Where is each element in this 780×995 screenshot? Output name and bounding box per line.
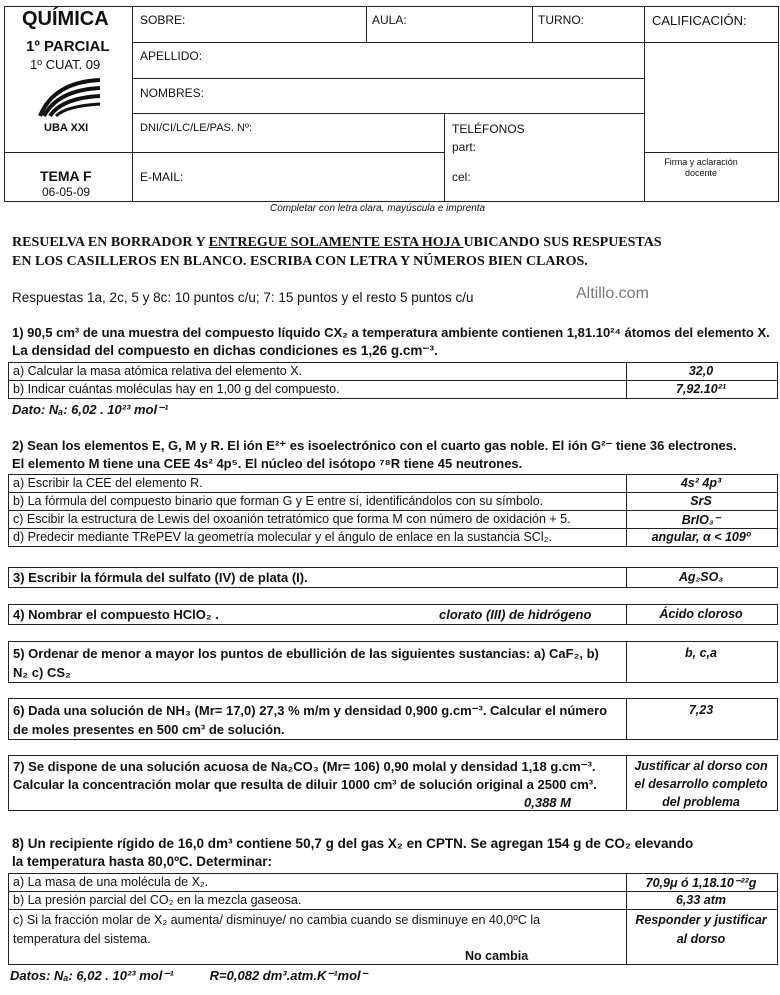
q2-row-c bbox=[8, 510, 778, 529]
cel-field[interactable]: cel: bbox=[452, 170, 471, 184]
q6-row bbox=[8, 698, 778, 740]
q2-b-question: b) La fórmula del compuesto binario que forman G y E entre sí, identificándolos con su símbolo. bbox=[9, 493, 627, 510]
logo-text: UBA XXI bbox=[44, 122, 89, 134]
instr-part-a: RESUELVA EN BORRADOR Y bbox=[12, 235, 209, 250]
q2-row-b bbox=[8, 492, 778, 511]
q8-c-answer bbox=[625, 910, 777, 964]
q1-row-b bbox=[8, 380, 778, 399]
dni-field[interactable]: DNI/CI/LC/LE/PAS. Nº: bbox=[140, 122, 253, 134]
q1-b-answer[interactable]: 7,92.10²¹ bbox=[675, 382, 727, 396]
q7-note-2: el desarrollo completo bbox=[634, 777, 768, 791]
divider bbox=[132, 152, 444, 153]
q7-question bbox=[9, 756, 627, 810]
watermark: Altillo.com bbox=[576, 285, 649, 302]
q5-row bbox=[8, 641, 778, 683]
q8-a-question: a) La masa de una molécula de X₂. bbox=[9, 874, 627, 891]
apellido-field[interactable]: APELLIDO: bbox=[140, 49, 203, 63]
q8-c-note-2: al dorso bbox=[676, 932, 726, 946]
q4-handwritten: clorato (III) de hidrógeno bbox=[439, 607, 592, 622]
q2-d-answer[interactable]: angular, α < 109º bbox=[651, 530, 751, 544]
q8-text-2: la temperatura hasta 80,0ºC. Determinar: bbox=[12, 854, 273, 869]
q8-datos: Datos: Nₐ: 6,02 . 10²³ mol⁻¹ R=0,082 dm³.atm.K⁻¹mol⁻ bbox=[10, 968, 368, 983]
q3-answer[interactable]: Ag₂SO₃ bbox=[678, 570, 724, 584]
divider bbox=[132, 6, 133, 202]
exam-label: 1º PARCIAL bbox=[26, 38, 110, 55]
instructions-line2: EN LOS CASILLEROS EN BLANCO. ESCRIBA CON LETRA Y NÚMEROS BIEN CLAROS. bbox=[12, 254, 588, 269]
q2-a-question: a) Escribir la CEE del elemento R. bbox=[9, 475, 627, 492]
q8-c-text-1: c) Si la fracción molar de X₂ aumenta/ disminuye/ no cambia cuando se disminuye en 40,0ºC la bbox=[13, 913, 541, 927]
divider bbox=[132, 78, 644, 79]
nombres-field[interactable]: NOMBRES: bbox=[140, 86, 205, 100]
q4-text: 4) Nombrar el compuesto HClO₂ . bbox=[13, 607, 219, 622]
date-label: 06-05-09 bbox=[42, 185, 91, 199]
q1-row-a bbox=[8, 362, 778, 381]
q7-note-1: Justificar al dorso con bbox=[634, 759, 768, 773]
divider bbox=[644, 6, 645, 202]
q4-question bbox=[9, 605, 627, 624]
q3-row bbox=[8, 567, 778, 588]
form-note: Completar con letra clara, mayúscula e imprenta bbox=[270, 203, 486, 214]
q7-result: 0,388 M bbox=[524, 795, 571, 810]
q2-b-answer[interactable]: SrS bbox=[690, 494, 712, 508]
q6-answer[interactable]: 7,23 bbox=[688, 703, 714, 717]
q3-question: 3) Escribir la fórmula del sulfato (IV) de plata (I). bbox=[9, 568, 627, 587]
divider bbox=[4, 152, 133, 153]
divider bbox=[444, 113, 445, 202]
sobre-field[interactable]: SOBRE: bbox=[140, 13, 186, 27]
q2-c-answer[interactable]: BrIO₃⁻ bbox=[681, 513, 721, 527]
instructions-line1 bbox=[12, 235, 662, 251]
q5-text-1: 5) Ordenar de menor a mayor los puntos de ebullición de las siguientes sustancias: a) CaF₂, b) bbox=[13, 646, 599, 661]
calificacion-field[interactable]: CALIFICACIÓN: bbox=[652, 13, 747, 28]
q5-question bbox=[9, 642, 627, 682]
scoring-text: Respuestas 1a, 2c, 5 y 8c: 10 puntos c/u; 7: 15 puntos y el resto 5 puntos c/u bbox=[12, 290, 474, 305]
q2-c-question: c) Escibir la estructura de Lewis del oxoanión tetratómico que forma M con número de oxidación + 5. bbox=[9, 511, 627, 528]
q7-note-3: del problema bbox=[662, 795, 740, 809]
q7-text-2: Calcular la concentración molar que resulta de diluir 1000 cm³ de solución original a 2500 cm³. bbox=[13, 777, 597, 792]
divider bbox=[644, 152, 779, 153]
subject-title: QUÍMICA bbox=[22, 8, 109, 30]
q5-text-2: N₂ c) CS₂ bbox=[13, 665, 71, 680]
q1-a-question: a) Calcular la masa atómica relativa del elemento X. bbox=[9, 363, 627, 380]
firma-label: Firma y aclaración docente bbox=[664, 157, 738, 178]
q8-c-handwritten: No cambia bbox=[465, 949, 529, 963]
q4-answer[interactable]: Ácido cloroso bbox=[659, 607, 743, 621]
q8-text-1: 8) Un recipiente rígido de 16,0 dm³ contiene 50,7 g del gas X₂ en CPTN. Se agregan 154 g de CO₂ elevando bbox=[12, 836, 694, 851]
divider bbox=[532, 6, 533, 43]
instr-part-b: ENTREGUE SOLAMENTE ESTA HOJA bbox=[208, 235, 464, 250]
q1-text-1: 1) 90,5 cm³ de una muestra del compuesto líquido CX₂ a temperatura ambiente contienen 1,81.10²⁴ átomos del elemento X. bbox=[12, 325, 770, 340]
turno-field[interactable]: TURNO: bbox=[538, 13, 584, 27]
q5-answer[interactable]: b, c,a bbox=[685, 646, 717, 660]
q1-text-2: La densidad del compuesto en dichas condiciones es 1,26 g.cm⁻³. bbox=[12, 343, 438, 358]
q2-row-d bbox=[8, 528, 778, 547]
q8-b-question: b) La presión parcial del CO₂ en la mezcla gaseosa. bbox=[9, 892, 627, 909]
q7-answer bbox=[625, 756, 777, 810]
period-label: 1º CUAT. 09 bbox=[30, 57, 101, 72]
q8-a-answer[interactable]: 70,9μ ó 1,18.10⁻²²g bbox=[645, 876, 757, 890]
q2-row-a bbox=[8, 474, 778, 493]
q8-c-text-2: temperatura del sistema. bbox=[13, 932, 151, 946]
q8-b-answer[interactable]: 6,33 atm bbox=[675, 893, 727, 907]
q7-text-1: 7) Se dispone de una solución acuosa de Na₂CO₃ (Mr= 106) 0,90 molal y densidad 1,18 g.cm⁻³. bbox=[13, 759, 596, 774]
divider bbox=[132, 113, 644, 114]
email-field[interactable]: E-MAIL: bbox=[140, 170, 184, 184]
q6-text-1: 6) Dada una solución de NH₃ (Mr= 17,0) 27,3 % m/m y densidad 0,900 g.cm⁻³. Calcular el número bbox=[13, 703, 608, 718]
q2-text-2: El elemento M tiene una CEE 4s² 4p⁵. El núcleo del isótopo ⁷⁸R tiene 45 neutrones. bbox=[12, 456, 523, 471]
q8-c-note-1: Responder y justificar bbox=[635, 913, 767, 927]
q2-a-answer[interactable]: 4s² 4p³ bbox=[680, 476, 722, 490]
q1-b-question: b) Indicar cuántas moléculas hay en 1,00 g del compuesto. bbox=[9, 381, 627, 398]
telefonos-label: TELÉFONOS bbox=[452, 122, 525, 136]
q7-row bbox=[8, 755, 778, 811]
instr-part-c: UBICANDO SUS RESPUESTAS bbox=[463, 235, 662, 250]
q2-text-1: 2) Sean los elementos E, G, M y R. El ión E²⁺ es isoelectrónico con el cuarto gas noble. El ión G²⁻ tiene 36 electrones. bbox=[12, 438, 737, 453]
uba-logo-icon bbox=[34, 76, 106, 120]
tema-label: TEMA F bbox=[40, 168, 92, 184]
q4-row bbox=[8, 604, 778, 625]
q2-d-question: d) Predecir mediante TRePEV la geometría molecular y el ángulo de enlace en la sustancia SCl₂. bbox=[9, 529, 627, 546]
q8-row-b bbox=[8, 891, 778, 910]
q1-datos: Dato: Nₐ: 6,02 . 10²³ mol⁻¹ bbox=[12, 402, 169, 417]
part-field[interactable]: part: bbox=[452, 140, 477, 154]
divider bbox=[366, 6, 367, 43]
q8-c-question bbox=[9, 910, 627, 964]
q1-a-answer[interactable]: 32,0 bbox=[688, 364, 714, 378]
divider bbox=[132, 42, 779, 43]
q8-row-a bbox=[8, 873, 778, 892]
q8-row-c bbox=[8, 909, 778, 965]
aula-field[interactable]: AULA: bbox=[372, 13, 407, 27]
q6-text-2: de moles presentes en 500 cm³ de solución. bbox=[13, 722, 285, 737]
q6-question bbox=[9, 699, 627, 739]
